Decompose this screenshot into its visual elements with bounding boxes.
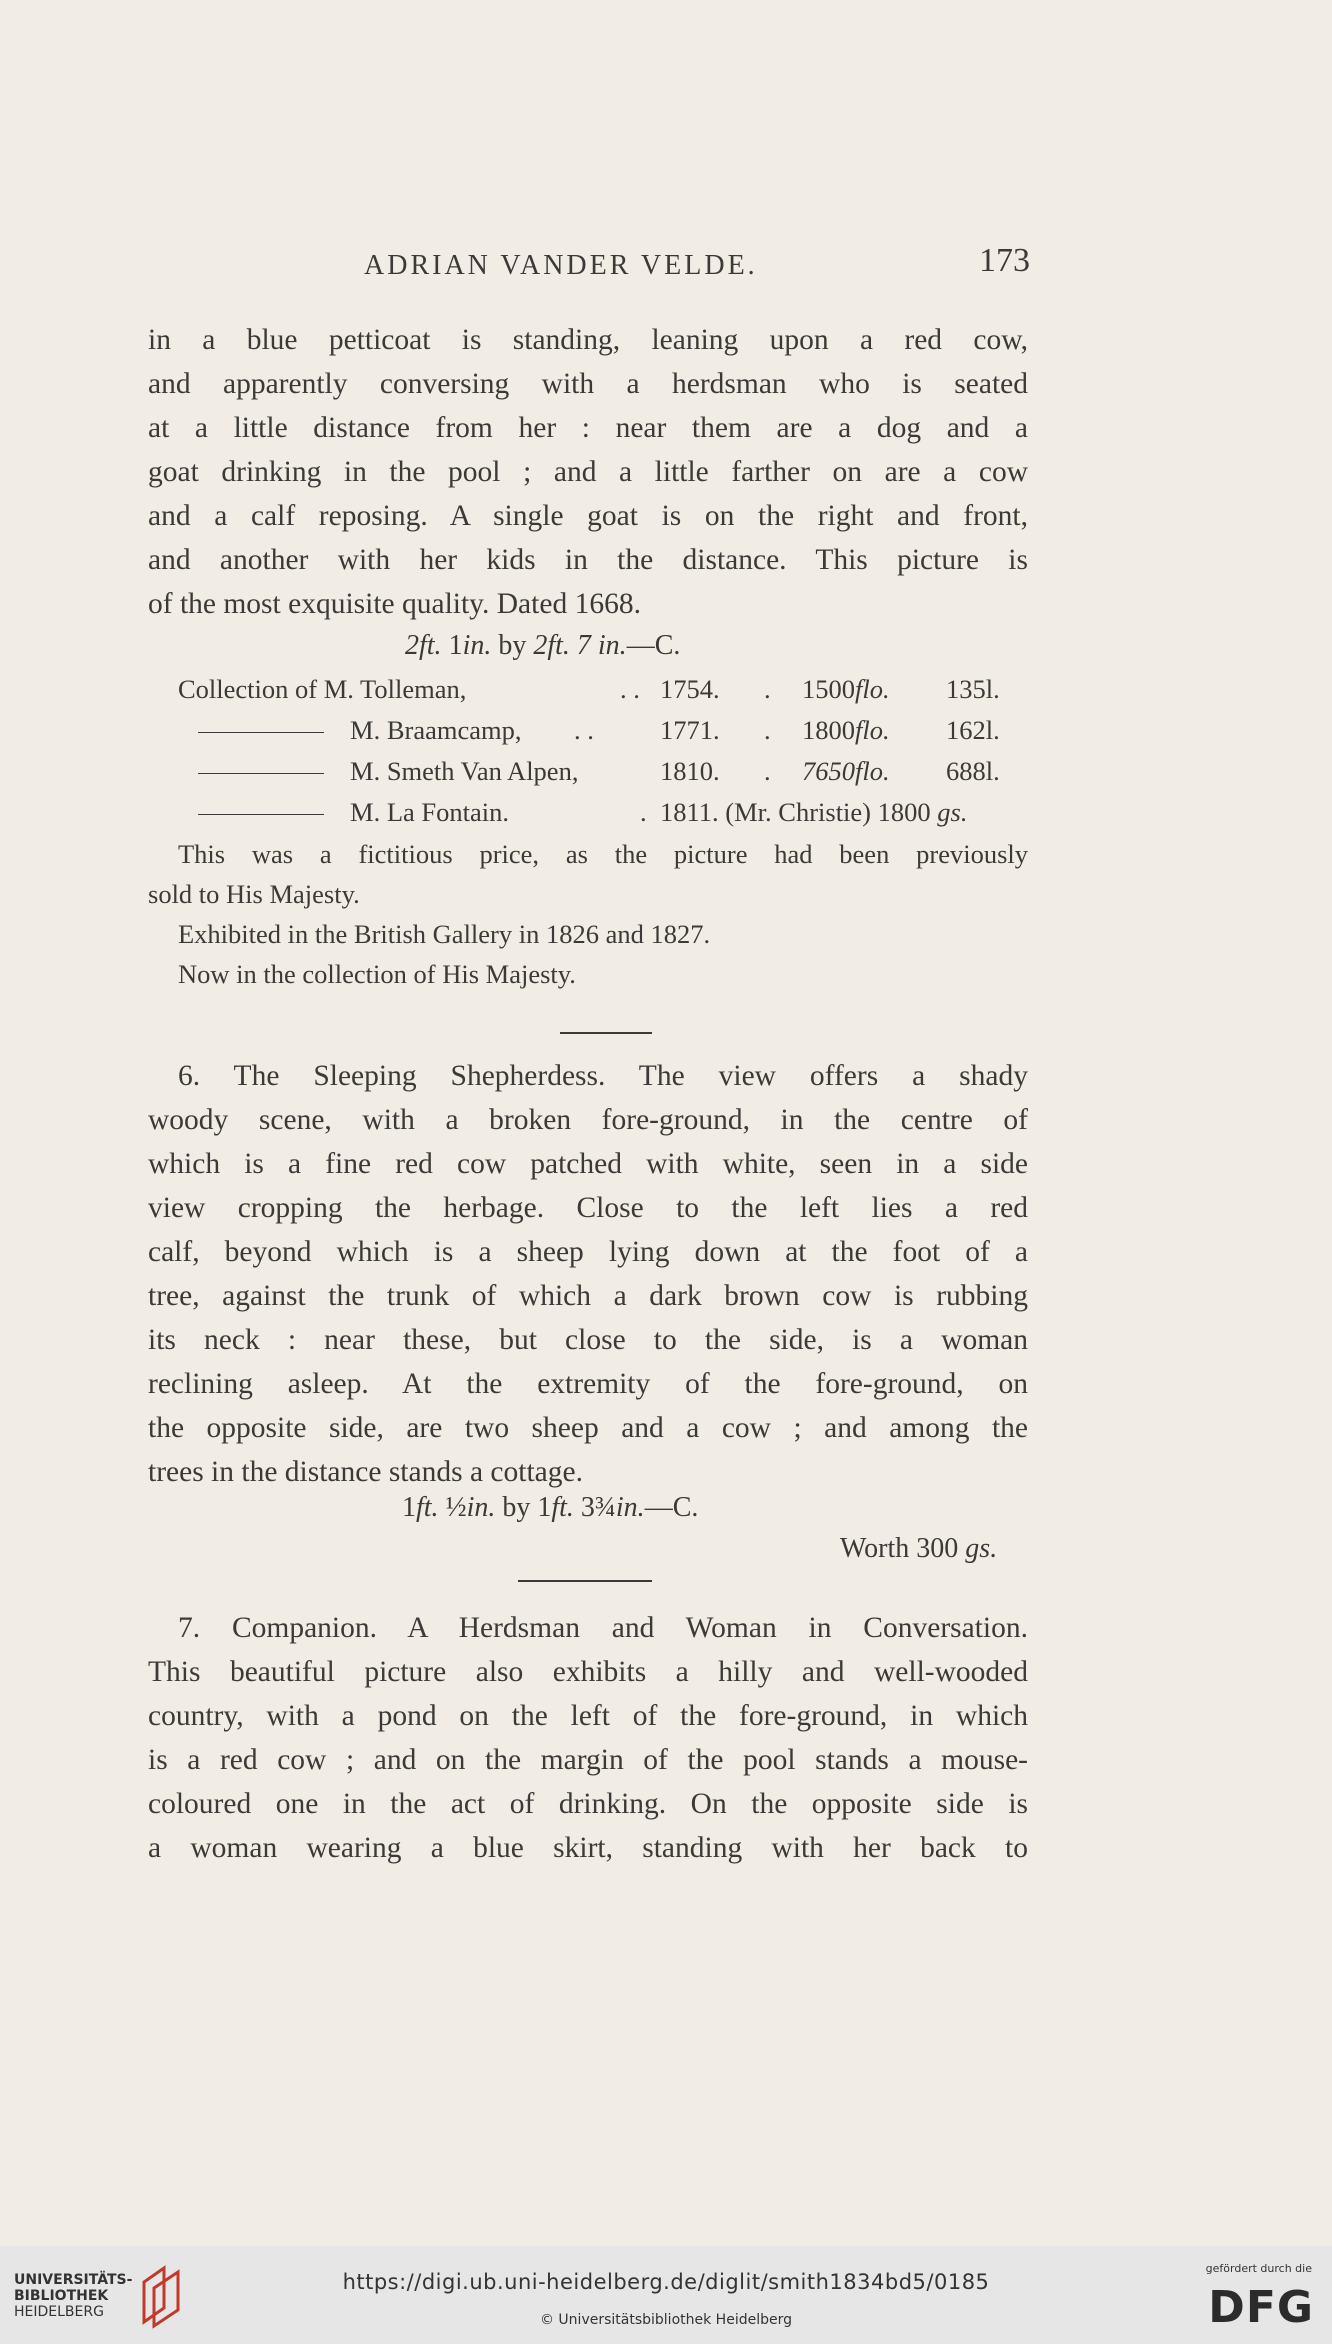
- text-line: and another with her kids in the distance. This picture is: [148, 544, 1028, 576]
- text-line: 7. Companion. A Herdsman and Woman in Conversation.: [178, 1612, 1028, 1644]
- provenance-row: M. La Fontain. . 1811. (Mr. Christie) 1800 gs.: [170, 792, 1030, 833]
- text-line: at a little distance from her : near them are a dog and a: [148, 412, 1028, 444]
- note-line: Exhibited in the British Gallery in 1826 and 1827.: [178, 919, 711, 949]
- copyright-notice: © Universitätsbibliothek Heidelberg: [539, 2312, 792, 2328]
- funded-by-label: gefördert durch die: [1205, 2262, 1312, 2275]
- provenance-table: [170, 669, 1030, 833]
- page-number: 173: [979, 242, 1030, 279]
- text-line: reclining asleep. At the extremity of the fore-ground, on: [148, 1368, 1028, 1400]
- text-line: coloured one in the act of drinking. On the opposite side is: [148, 1788, 1028, 1820]
- text-line: a woman wearing a blue skirt, standing with her back to: [148, 1832, 1028, 1864]
- note-line: This was a fictitious price, as the picture had been previously: [178, 839, 1028, 869]
- text-line: goat drinking in the pool ; and a little farther on are a cow: [148, 456, 1028, 488]
- page-header: [150, 242, 1030, 282]
- text-line: view cropping the herbage. Close to the left lies a red: [148, 1192, 1028, 1224]
- text-line: and apparently conversing with a herdsman who is seated: [148, 368, 1028, 400]
- text-line: which is a fine red cow patched with white, seen in a side: [148, 1148, 1028, 1180]
- text-line: woody scene, with a broken fore-ground, in the centre of: [148, 1104, 1028, 1136]
- dimensions-line: 2ft. 1in. by 2ft. 7 in.—C.: [405, 630, 681, 661]
- running-title: ADRIAN VANDER VELDE.: [364, 250, 758, 281]
- text-line: country, with a pond on the left of the fore-ground, in which: [148, 1700, 1028, 1732]
- text-line: trees in the distance stands a cottage.: [148, 1456, 583, 1488]
- text-line: in a blue petticoat is standing, leaning upon a red cow,: [148, 324, 1028, 356]
- text-line: 6. The Sleeping Shepherdess. The view offers a shady: [178, 1060, 1028, 1092]
- dfg-logo[interactable]: DFG: [1208, 2282, 1314, 2333]
- text-line: and a calf reposing. A single goat is on the right and front,: [148, 500, 1028, 532]
- notes: [148, 834, 1028, 994]
- text-line: the opposite side, are two sheep and a cow ; and among the: [148, 1412, 1028, 1444]
- provenance-row: Collection of M. Tolleman, . . 1754. . 1500flo. 135l.: [178, 674, 1000, 704]
- worth-line: Worth 300 gs.: [840, 1533, 998, 1564]
- provenance-row: M. Braamcamp, . . 1771. . 1800flo. 162l.: [170, 710, 1030, 751]
- text-line: This beautiful picture also exhibits a hilly and well-wooded: [148, 1656, 1028, 1688]
- permalink-url[interactable]: https://digi.ub.uni-heidelberg.de/diglit/smith1834bd5/0185: [342, 2270, 990, 2294]
- text-line: is a red cow ; and on the margin of the pool stands a mouse-: [148, 1744, 1028, 1776]
- entry-6: [148, 1054, 1028, 1494]
- note-line: Now in the collection of His Majesty.: [178, 959, 576, 989]
- text-line: tree, against the trunk of which a dark brown cow is rubbing: [148, 1280, 1028, 1312]
- dimensions-line: 1ft. ½in. by 1ft. 3¾in.—C.: [402, 1492, 699, 1523]
- library-logo[interactable]: UNIVERSITÄTS- BIBLIOTHEK HEIDELBERG: [14, 2272, 133, 2320]
- paragraph-continuation: [148, 318, 1028, 626]
- text-line: its neck : near these, but close to the side, is a woman: [148, 1324, 1028, 1356]
- text-line: calf, beyond which is a sheep lying down at the foot of a: [148, 1236, 1028, 1268]
- note-line: sold to His Majesty.: [148, 879, 360, 909]
- section-divider: [560, 1032, 652, 1034]
- provenance-row: M. Smeth Van Alpen, 1810. . 7650flo. 688l.: [170, 751, 1030, 792]
- text-line: of the most exquisite quality. Dated 1668.: [148, 588, 641, 620]
- section-divider: [518, 1580, 652, 1582]
- entry-7: [148, 1606, 1028, 1870]
- viewer-footer: [0, 2246, 1332, 2344]
